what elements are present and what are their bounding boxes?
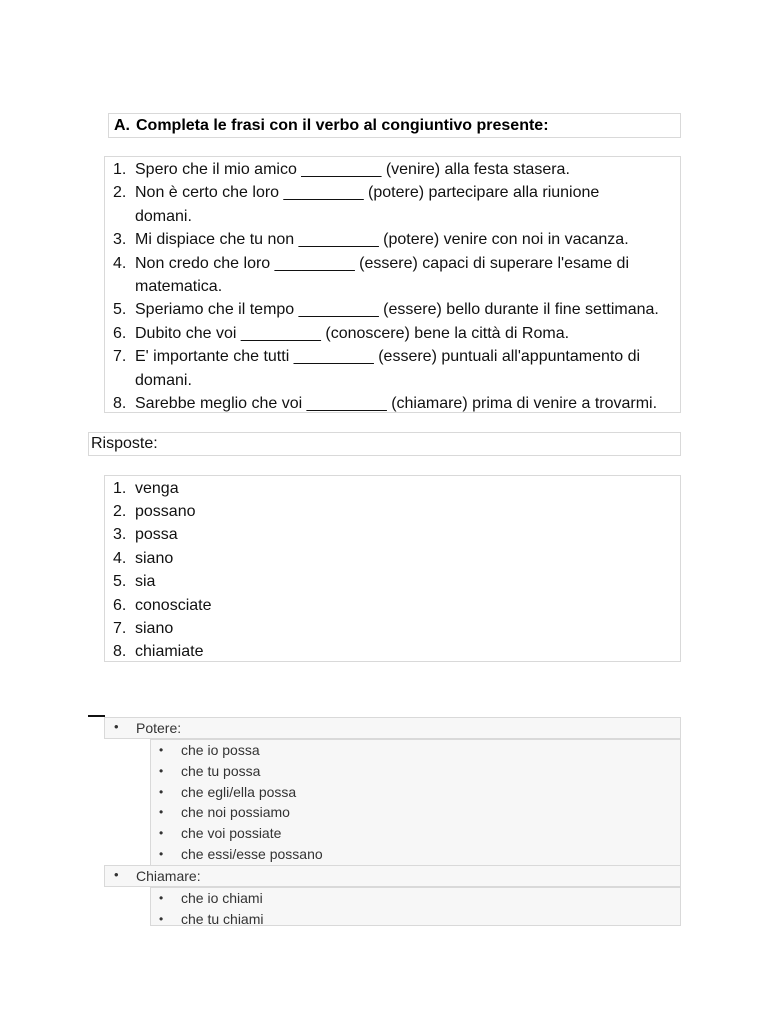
- answer-item: [105, 570, 680, 593]
- answer-item: [105, 594, 680, 617]
- verb-forms-box: [150, 739, 681, 866]
- verb-form-text: che voi possiate: [181, 825, 282, 842]
- answer-item: [105, 547, 680, 570]
- exercise-number: 6.: [113, 324, 127, 342]
- exercise-text-line: E' importante che tutti _________ (essere) puntuali all'appuntamento di: [135, 348, 641, 366]
- bullet-icon: •: [159, 784, 164, 799]
- verb-form-text: che io chiami: [181, 889, 263, 906]
- exercise-number: 4.: [113, 254, 127, 272]
- section-letter: A.: [114, 117, 130, 134]
- exercise-text-line: Speriamo che il tempo _________ (essere) bello durante il fine settimana.: [135, 301, 659, 319]
- exercise-item: [105, 228, 678, 251]
- answer-number: 5.: [113, 573, 127, 591]
- bullet-icon: •: [159, 890, 164, 905]
- bullet-icon: •: [159, 805, 164, 820]
- verb-form-item: [151, 909, 680, 926]
- exercise-text-line: Dubito che voi _________ (conoscere) bene la città di Roma.: [135, 324, 570, 342]
- answer-item: [105, 640, 680, 663]
- verb-form-item: [151, 740, 680, 761]
- exercise-item: [105, 345, 678, 392]
- verb-form-item: [151, 888, 680, 909]
- answers-heading-box: [88, 432, 681, 456]
- verb-row: [104, 717, 681, 739]
- exercise-text-line: Mi dispiace che tu non _________ (potere) venire con noi in vacanza.: [135, 231, 629, 249]
- exercise-number: 8.: [113, 395, 127, 413]
- divider-dash: [88, 715, 105, 717]
- answer-list: [105, 477, 680, 664]
- answer-text: possano: [135, 502, 196, 520]
- exercise-item: [105, 322, 678, 345]
- exercise-number: 2.: [113, 184, 127, 202]
- verb-label: Chiamare:: [136, 867, 201, 884]
- bullet-icon: •: [114, 866, 119, 882]
- exercise-text-line: Spero che il mio amico _________ (venire) alla festa stasera.: [135, 161, 570, 178]
- answer-number: 2.: [113, 502, 127, 520]
- section-title-text: Completa le frasi con il verbo al congiuntivo presente:: [136, 117, 549, 134]
- exercise-text-line: domani.: [135, 207, 192, 225]
- answer-text: chiamiate: [135, 643, 204, 661]
- answer-item: [105, 500, 680, 523]
- answer-number: 1.: [113, 479, 127, 497]
- answers-heading: Risposte:: [91, 435, 158, 452]
- verb-forms-box: [150, 887, 681, 926]
- verb-label: Potere:: [136, 720, 182, 736]
- answer-text: possa: [135, 526, 178, 544]
- answer-text: venga: [135, 479, 179, 497]
- answer-text: conosciate: [135, 596, 212, 614]
- verb-form-item: [151, 782, 680, 803]
- verb-form-text: che essi/esse possano: [181, 845, 323, 862]
- answer-item: [105, 477, 680, 500]
- answer-number: 6.: [113, 596, 127, 614]
- exercise-item: [105, 252, 678, 299]
- bullet-icon: •: [159, 763, 164, 778]
- exercise-text-line: matematica.: [135, 278, 223, 296]
- verb-form-text: che noi possiamo: [181, 804, 290, 821]
- verb-form-item: [151, 823, 680, 844]
- answer-text: siano: [135, 549, 174, 567]
- verb-form-text: che tu possa: [181, 762, 261, 779]
- exercise-number: 5.: [113, 301, 127, 319]
- answer-item: [105, 523, 680, 546]
- answer-item: [105, 617, 680, 640]
- bullet-icon: •: [114, 719, 119, 734]
- bullet-icon: •: [159, 911, 164, 926]
- exercise-number: 7.: [113, 348, 127, 366]
- answer-text: sia: [135, 573, 156, 591]
- exercise-item: [105, 181, 678, 228]
- answer-number: 8.: [113, 643, 127, 661]
- verb-form-text: che io possa: [181, 742, 260, 758]
- exercise-text-line: domani.: [135, 371, 192, 389]
- section-title: [114, 117, 549, 135]
- exercise-text-line: Non è certo che loro _________ (potere) partecipare alla riunione: [135, 184, 600, 202]
- verb-row: [104, 865, 681, 887]
- exercise-number: 3.: [113, 231, 127, 249]
- exercise-text-line: Non credo che loro _________ (essere) capaci di superare l'esame di: [135, 254, 630, 272]
- bullet-icon: •: [159, 846, 164, 861]
- exercise-item: [105, 392, 678, 415]
- exercise-item: [105, 298, 678, 321]
- exercise-list: [105, 158, 678, 415]
- verb-form-item: [151, 844, 680, 865]
- answer-text: siano: [135, 619, 174, 637]
- verb-form-text: che egli/ella possa: [181, 783, 297, 800]
- verb-form-item: [151, 761, 680, 782]
- answer-number: 3.: [113, 526, 127, 544]
- exercise-number: 1.: [113, 161, 127, 178]
- verb-forms-list: [151, 740, 680, 865]
- section-title-box: [108, 113, 681, 138]
- answer-number: 4.: [113, 549, 127, 567]
- answer-list-box: [104, 475, 681, 662]
- verb-forms-list: [151, 888, 680, 926]
- verb-form-item: [151, 802, 680, 823]
- bullet-icon: •: [159, 743, 164, 757]
- exercise-text-line: Sarebbe meglio che voi _________ (chiamare) prima di venire a trovarmi.: [135, 395, 658, 413]
- exercise-list-box: [104, 156, 681, 413]
- bullet-icon: •: [159, 826, 164, 841]
- exercise-item: [105, 158, 678, 181]
- verb-form-text: che tu chiami: [181, 910, 264, 926]
- answer-number: 7.: [113, 619, 127, 637]
